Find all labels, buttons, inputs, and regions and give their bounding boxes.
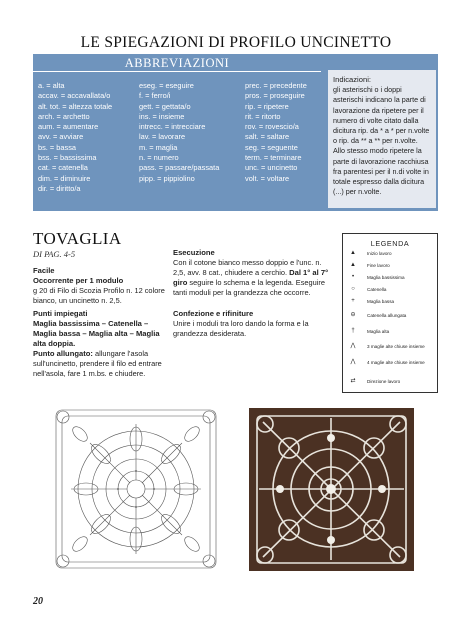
legend-title: LEGENDA bbox=[370, 239, 410, 248]
abbreviation-entry: avv. = avviare bbox=[38, 132, 84, 142]
abbreviation-entry: lav. = lavorare bbox=[139, 132, 186, 142]
punto-text: allungare l'asola sull'uncinetto, prendere il filo ed entrare nell'asola, fare 1 m.bs. e chiudere. bbox=[33, 349, 162, 378]
legend-box: LEGENDA ▲ Inizio lavoro ▲ Fine lavoro • Maglia bassissima ○ Catenella + Maglia bassa ⊖ Catenella allungata † Maglia alta ⋀ 3 maglie alte chiuse insieme ⋀ 4 maglie alte chiuse insieme ⇄ Direzione lavoro bbox=[342, 233, 438, 393]
abbreviation-entry: accav. = accavallata/o bbox=[38, 91, 111, 101]
abbreviation-entry: rip. = ripetere bbox=[245, 101, 289, 111]
abbreviation-entry: gett. = gettata/o bbox=[139, 101, 191, 111]
crochet-diagram bbox=[50, 404, 222, 574]
end-arrow-icon: ▲ bbox=[350, 262, 356, 268]
execution-text-2: seguire lo schema e la legenda. Eseguire tanti moduli per la grandezza che occorre. bbox=[173, 278, 325, 297]
cluster-4-icon: ⋀ bbox=[350, 359, 356, 365]
abbreviation-entry: unc. = uncinetto bbox=[245, 163, 298, 173]
instructions-text: gli asterischi o i doppi asterischi indicano la parte di lavorazione da ripetere per il numero di volte citato dalla dicitura rip. da * a * per n.volte o rip. da ** a ** per n.volte. Allo stesso modo ripetere la parte di lavorazione racchiusa fra parentesi per il n.di volte in totale espresso dalla dicitura (...) per n.volte. bbox=[333, 85, 430, 197]
abbreviation-entry: dir. = diritto/a bbox=[38, 183, 81, 193]
abbreviation-entry: arch. = archetto bbox=[38, 111, 90, 121]
abbreviation-entry: pass. = passare/passata bbox=[139, 163, 220, 173]
abbreviation-entry: rit. = ritorto bbox=[245, 111, 281, 121]
tall-stitch-icon: † bbox=[351, 328, 355, 334]
stitches-section bbox=[33, 309, 167, 379]
abbreviation-entry: pros. = proseguire bbox=[245, 91, 305, 101]
abbreviations-column-1 bbox=[38, 81, 138, 194]
abbreviation-entry: intrecc. = intrecciare bbox=[139, 122, 206, 132]
finishing-section bbox=[173, 309, 335, 339]
abbreviation-entry: a. = alta bbox=[38, 81, 65, 90]
finishing-text: Unire i moduli tra loro dando la forma e la grandezza desiderata. bbox=[173, 319, 309, 338]
project-title: TOVAGLIA bbox=[33, 229, 122, 248]
stitches-list: Maglia bassissima – Catenella – Maglia bassa – Maglia alta – Maglia alta doppia. bbox=[33, 319, 160, 348]
abbreviation-entry: alt. tot. = altezza totale bbox=[38, 101, 113, 111]
start-arrow-icon: ▲ bbox=[350, 250, 356, 256]
materials-section bbox=[33, 266, 165, 306]
abbreviation-entry: eseg. = eseguire bbox=[139, 81, 194, 90]
stitches-title: Punti impiegati bbox=[33, 309, 88, 318]
execution-rounds: Dal 1° al 7° giro bbox=[173, 268, 329, 287]
abbreviation-entry: bss. = bassissima bbox=[38, 153, 97, 163]
dot-icon: • bbox=[351, 274, 355, 280]
abbreviation-entry: salt. = saltare bbox=[245, 132, 290, 142]
project-subtitle: DI PAG. 4-5 bbox=[33, 249, 76, 259]
materials-text: g 20 di Filo di Scozia Profilo n. 12 colore bianco, un uncinetto n. 2,5. bbox=[33, 286, 165, 305]
abbreviation-entry: f. = ferro/i bbox=[139, 91, 171, 101]
instructions-title: Indicazioni: bbox=[333, 75, 371, 84]
abbreviation-entry: dim. = diminuire bbox=[38, 173, 91, 183]
abbreviation-entry: term. = terminare bbox=[245, 153, 302, 163]
execution-section bbox=[173, 248, 335, 298]
execution-title: Esecuzione bbox=[173, 248, 215, 257]
long-stitch-icon: ⊖ bbox=[350, 312, 356, 318]
materials-title: Occorrente per 1 modulo bbox=[33, 276, 124, 285]
abbreviations-header: ABBREVIAZIONI bbox=[33, 54, 321, 72]
abbreviation-entry: aum. = aumentare bbox=[38, 122, 99, 132]
abbreviation-entry: pipp. = pippiolino bbox=[139, 173, 195, 183]
instructions-note bbox=[328, 70, 436, 208]
difficulty-label: Facile bbox=[33, 266, 55, 275]
abbreviation-entry: bs. = bassa bbox=[38, 142, 77, 152]
abbreviation-entry: n. = numero bbox=[139, 153, 179, 163]
cluster-3-icon: ⋀ bbox=[350, 343, 356, 349]
plus-icon: + bbox=[351, 298, 355, 304]
direction-arrows-icon: ⇄ bbox=[350, 378, 356, 384]
abbreviations-column-2 bbox=[139, 81, 243, 184]
finishing-title: Confezione e rifiniture bbox=[173, 309, 254, 318]
execution-text: Con il cotone bianco messo doppio e l'unc. n. 2,5, avv. 8 cat., chiudere a cerchio. bbox=[173, 258, 322, 277]
abbreviation-entry: seg. = seguente bbox=[245, 142, 298, 152]
abbreviation-entry: prec. = precedente bbox=[245, 81, 307, 90]
abbreviation-entry: volt. = voltare bbox=[245, 173, 290, 183]
page-title: LE SPIEGAZIONI DI PROFILO UNCINETTO bbox=[80, 34, 392, 51]
abbreviations-column-3 bbox=[245, 81, 325, 184]
oval-icon: ○ bbox=[351, 286, 355, 292]
tablecloth-photo bbox=[249, 408, 414, 571]
page-number: 20 bbox=[33, 596, 43, 607]
abbreviation-entry: cat. = catenella bbox=[38, 163, 88, 173]
abbreviation-entry: m. = maglia bbox=[139, 142, 178, 152]
punto-title: Punto allungato: bbox=[33, 349, 93, 358]
abbreviation-entry: rov. = rovescio/a bbox=[245, 122, 299, 132]
abbreviation-entry: ins. = insieme bbox=[139, 111, 185, 121]
